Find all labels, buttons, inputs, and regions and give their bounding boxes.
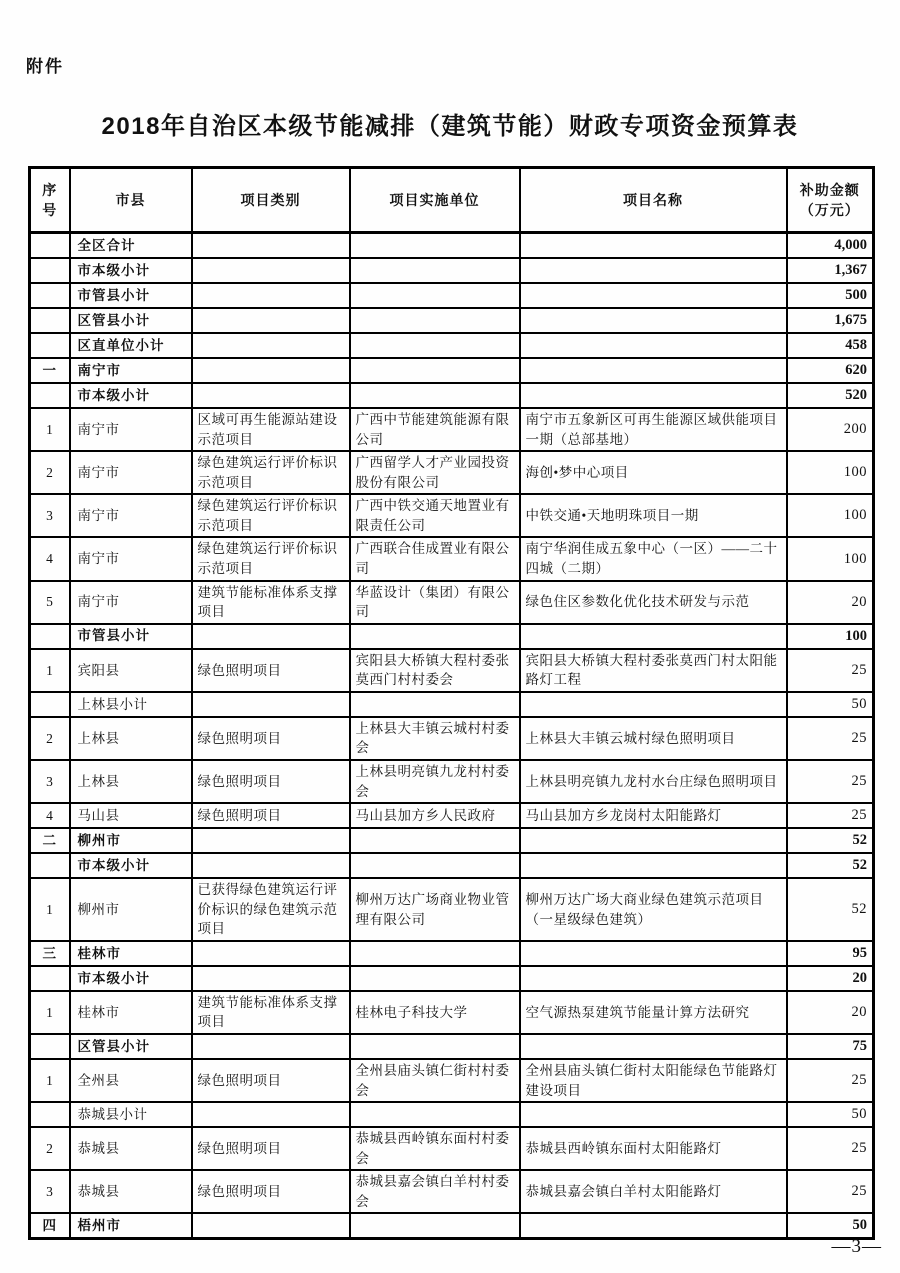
cell-category	[192, 333, 350, 358]
table-row	[30, 828, 874, 853]
cell-amount: 1,675	[787, 308, 874, 333]
cell-project: 恭城县西岭镇东面村太阳能路灯	[520, 1127, 787, 1170]
cell-no: 1	[30, 1059, 70, 1102]
cell-category	[192, 233, 350, 259]
cell-project	[520, 383, 787, 408]
cell-no: 1	[30, 991, 70, 1034]
cell-region: 市管县小计	[70, 624, 192, 649]
table-row	[30, 1102, 874, 1127]
cell-no: 一	[30, 358, 70, 383]
cell-category: 绿色建筑运行评价标识示范项目	[192, 451, 350, 494]
cell-project	[520, 358, 787, 383]
table-row	[30, 494, 874, 537]
cell-unit	[350, 1034, 520, 1059]
cell-project: 海创•梦中心项目	[520, 451, 787, 494]
cell-amount: 75	[787, 1034, 874, 1059]
table-row	[30, 283, 874, 308]
table-row	[30, 878, 874, 941]
table-row	[30, 624, 874, 649]
cell-amount: 52	[787, 853, 874, 878]
cell-unit: 华蓝设计（集团）有限公司	[350, 581, 520, 624]
table-row	[30, 760, 874, 803]
cell-category: 绿色照明项目	[192, 760, 350, 803]
cell-region: 市本级小计	[70, 383, 192, 408]
cell-unit: 柳州万达广场商业物业管理有限公司	[350, 878, 520, 941]
cell-category: 绿色照明项目	[192, 1170, 350, 1213]
cell-unit: 广西联合佳成置业有限公司	[350, 537, 520, 580]
cell-no	[30, 258, 70, 283]
cell-category: 区域可再生能源站建设示范项目	[192, 408, 350, 451]
cell-no: 3	[30, 494, 70, 537]
cell-category: 绿色建筑运行评价标识示范项目	[192, 537, 350, 580]
cell-region: 区管县小计	[70, 1034, 192, 1059]
table-row	[30, 451, 874, 494]
cell-no: 二	[30, 828, 70, 853]
cell-region: 南宁市	[70, 494, 192, 537]
cell-region: 梧州市	[70, 1213, 192, 1239]
cell-category	[192, 624, 350, 649]
table-row	[30, 692, 874, 717]
cell-category: 建筑节能标准体系支撑项目	[192, 581, 350, 624]
col-header-category: 项目类别	[192, 168, 350, 233]
cell-unit	[350, 941, 520, 966]
cell-no: 四	[30, 1213, 70, 1239]
cell-project	[520, 283, 787, 308]
table-row	[30, 1213, 874, 1239]
cell-no	[30, 308, 70, 333]
cell-no	[30, 333, 70, 358]
cell-region: 上林县	[70, 760, 192, 803]
cell-amount: 458	[787, 333, 874, 358]
table-row	[30, 1034, 874, 1059]
cell-unit: 桂林电子科技大学	[350, 991, 520, 1034]
table-row	[30, 333, 874, 358]
cell-amount: 25	[787, 760, 874, 803]
cell-region: 市本级小计	[70, 966, 192, 991]
cell-amount: 52	[787, 878, 874, 941]
cell-project: 空气源热泵建筑节能量计算方法研究	[520, 991, 787, 1034]
cell-project	[520, 853, 787, 878]
cell-region: 宾阳县	[70, 649, 192, 692]
header-row	[30, 168, 874, 233]
cell-no: 2	[30, 1127, 70, 1170]
cell-project: 南宁华润佳成五象中心（一区）——二十四城（二期）	[520, 537, 787, 580]
cell-amount: 100	[787, 537, 874, 580]
cell-category: 建筑节能标准体系支撑项目	[192, 991, 350, 1034]
cell-project	[520, 692, 787, 717]
cell-no: 3	[30, 760, 70, 803]
cell-unit	[350, 692, 520, 717]
cell-region: 恭城县小计	[70, 1102, 192, 1127]
cell-region: 市本级小计	[70, 853, 192, 878]
cell-category	[192, 966, 350, 991]
cell-amount: 95	[787, 941, 874, 966]
cell-category	[192, 853, 350, 878]
cell-category	[192, 258, 350, 283]
table-row	[30, 408, 874, 451]
cell-category: 绿色照明项目	[192, 803, 350, 828]
cell-project	[520, 1034, 787, 1059]
col-header-unit: 项目实施单位	[350, 168, 520, 233]
cell-project: 全州县庙头镇仁街村太阳能绿色节能路灯建设项目	[520, 1059, 787, 1102]
cell-no: 3	[30, 1170, 70, 1213]
cell-region: 南宁市	[70, 451, 192, 494]
cell-category	[192, 692, 350, 717]
cell-amount: 25	[787, 1127, 874, 1170]
cell-unit	[350, 853, 520, 878]
table-row	[30, 649, 874, 692]
cell-amount: 50	[787, 692, 874, 717]
col-header-project: 项目名称	[520, 168, 787, 233]
cell-amount: 52	[787, 828, 874, 853]
budget-table	[28, 166, 875, 1240]
cell-project	[520, 1213, 787, 1239]
cell-region: 南宁市	[70, 581, 192, 624]
cell-unit	[350, 1213, 520, 1239]
cell-no	[30, 383, 70, 408]
cell-amount: 25	[787, 717, 874, 760]
cell-project	[520, 333, 787, 358]
cell-no	[30, 283, 70, 308]
cell-amount: 50	[787, 1213, 874, 1239]
cell-region: 南宁市	[70, 408, 192, 451]
cell-project	[520, 966, 787, 991]
cell-category	[192, 828, 350, 853]
cell-no: 1	[30, 649, 70, 692]
cell-unit	[350, 308, 520, 333]
cell-project	[520, 941, 787, 966]
cell-project	[520, 233, 787, 259]
cell-unit: 上林县大丰镇云城村村委会	[350, 717, 520, 760]
table-row	[30, 941, 874, 966]
cell-amount: 100	[787, 494, 874, 537]
cell-region: 恭城县	[70, 1170, 192, 1213]
cell-amount: 25	[787, 649, 874, 692]
cell-amount: 500	[787, 283, 874, 308]
cell-category	[192, 383, 350, 408]
cell-no	[30, 692, 70, 717]
cell-unit	[350, 233, 520, 259]
cell-no	[30, 233, 70, 259]
cell-region: 上林县	[70, 717, 192, 760]
cell-region: 马山县	[70, 803, 192, 828]
cell-project: 上林县明亮镇九龙村水台庄绿色照明项目	[520, 760, 787, 803]
cell-unit: 广西中铁交通天地置业有限责任公司	[350, 494, 520, 537]
cell-region: 上林县小计	[70, 692, 192, 717]
cell-category: 已获得绿色建筑运行评价标识的绿色建筑示范项目	[192, 878, 350, 941]
cell-project	[520, 828, 787, 853]
table-row	[30, 853, 874, 878]
table-row	[30, 991, 874, 1034]
cell-unit: 恭城县嘉会镇白羊村村委会	[350, 1170, 520, 1213]
cell-category	[192, 1034, 350, 1059]
table-row	[30, 717, 874, 760]
table-body	[30, 233, 874, 1239]
table-row	[30, 803, 874, 828]
cell-region: 全区合计	[70, 233, 192, 259]
table-row	[30, 537, 874, 580]
cell-region: 桂林市	[70, 991, 192, 1034]
cell-region: 市管县小计	[70, 283, 192, 308]
cell-category	[192, 358, 350, 383]
cell-unit	[350, 966, 520, 991]
cell-unit	[350, 358, 520, 383]
cell-amount: 100	[787, 624, 874, 649]
cell-category	[192, 941, 350, 966]
cell-category	[192, 1213, 350, 1239]
cell-region: 区管县小计	[70, 308, 192, 333]
cell-no	[30, 624, 70, 649]
col-header-amount: 补助金额 （万元）	[787, 168, 874, 233]
cell-amount: 100	[787, 451, 874, 494]
cell-project	[520, 308, 787, 333]
cell-no	[30, 966, 70, 991]
cell-category: 绿色照明项目	[192, 649, 350, 692]
cell-amount: 1,367	[787, 258, 874, 283]
cell-project: 上林县大丰镇云城村绿色照明项目	[520, 717, 787, 760]
cell-region: 桂林市	[70, 941, 192, 966]
cell-no: 2	[30, 717, 70, 760]
col-header-no: 序号	[30, 168, 70, 233]
cell-no	[30, 853, 70, 878]
cell-amount: 50	[787, 1102, 874, 1127]
cell-category	[192, 1102, 350, 1127]
table-row	[30, 258, 874, 283]
attachment-label: 附件	[26, 57, 64, 76]
cell-amount: 620	[787, 358, 874, 383]
cell-project: 绿色住区参数化优化技术研发与示范	[520, 581, 787, 624]
table-row	[30, 1127, 874, 1170]
cell-amount: 25	[787, 1170, 874, 1213]
cell-no: 5	[30, 581, 70, 624]
cell-amount: 20	[787, 581, 874, 624]
cell-no	[30, 1034, 70, 1059]
cell-unit: 上林县明亮镇九龙村村委会	[350, 760, 520, 803]
cell-unit: 宾阳县大桥镇大程村委张莫西门村村委会	[350, 649, 520, 692]
cell-category: 绿色照明项目	[192, 1127, 350, 1170]
table-row	[30, 233, 874, 259]
table-row	[30, 308, 874, 333]
cell-category: 绿色照明项目	[192, 1059, 350, 1102]
cell-project	[520, 624, 787, 649]
cell-no: 1	[30, 408, 70, 451]
cell-project: 柳州万达广场大商业绿色建筑示范项目（一星级绿色建筑）	[520, 878, 787, 941]
cell-amount: 20	[787, 966, 874, 991]
cell-amount: 20	[787, 991, 874, 1034]
cell-category: 绿色照明项目	[192, 717, 350, 760]
cell-unit: 全州县庙头镇仁街村村委会	[350, 1059, 520, 1102]
cell-region: 南宁市	[70, 358, 192, 383]
cell-unit	[350, 333, 520, 358]
cell-amount: 200	[787, 408, 874, 451]
cell-project: 南宁市五象新区可再生能源区域供能项目一期（总部基地）	[520, 408, 787, 451]
cell-no: 4	[30, 803, 70, 828]
cell-category	[192, 283, 350, 308]
cell-project: 宾阳县大桥镇大程村委张莫西门村太阳能路灯工程	[520, 649, 787, 692]
table-row	[30, 1059, 874, 1102]
cell-region: 全州县	[70, 1059, 192, 1102]
cell-project: 马山县加方乡龙岗村太阳能路灯	[520, 803, 787, 828]
table-row	[30, 1170, 874, 1213]
cell-unit: 恭城县西岭镇东面村村委会	[350, 1127, 520, 1170]
page-number: —3—	[831, 1236, 882, 1257]
cell-region: 区直单位小计	[70, 333, 192, 358]
cell-no: 4	[30, 537, 70, 580]
cell-project: 中铁交通•天地明珠项目一期	[520, 494, 787, 537]
cell-unit	[350, 383, 520, 408]
cell-amount: 520	[787, 383, 874, 408]
cell-region: 柳州市	[70, 828, 192, 853]
cell-region: 柳州市	[70, 878, 192, 941]
table-row	[30, 383, 874, 408]
cell-unit	[350, 258, 520, 283]
cell-no	[30, 1102, 70, 1127]
cell-project: 恭城县嘉会镇白羊村太阳能路灯	[520, 1170, 787, 1213]
cell-amount: 25	[787, 803, 874, 828]
cell-amount: 4,000	[787, 233, 874, 259]
cell-category	[192, 308, 350, 333]
col-header-region: 市县	[70, 168, 192, 233]
cell-no: 三	[30, 941, 70, 966]
cell-no: 2	[30, 451, 70, 494]
cell-category: 绿色建筑运行评价标识示范项目	[192, 494, 350, 537]
cell-unit	[350, 1102, 520, 1127]
cell-unit	[350, 828, 520, 853]
cell-unit	[350, 624, 520, 649]
cell-unit	[350, 283, 520, 308]
cell-project	[520, 1102, 787, 1127]
table-row	[30, 581, 874, 624]
cell-region: 市本级小计	[70, 258, 192, 283]
cell-unit: 广西留学人才产业园投资股份有限公司	[350, 451, 520, 494]
cell-region: 南宁市	[70, 537, 192, 580]
table-row	[30, 358, 874, 383]
page-title: 2018年自治区本级节能减排（建筑节能）财政专项资金预算表	[101, 113, 799, 140]
cell-region: 恭城县	[70, 1127, 192, 1170]
cell-amount: 25	[787, 1059, 874, 1102]
cell-no: 1	[30, 878, 70, 941]
cell-unit: 马山县加方乡人民政府	[350, 803, 520, 828]
cell-unit: 广西中节能建筑能源有限公司	[350, 408, 520, 451]
cell-project	[520, 258, 787, 283]
table-row	[30, 966, 874, 991]
